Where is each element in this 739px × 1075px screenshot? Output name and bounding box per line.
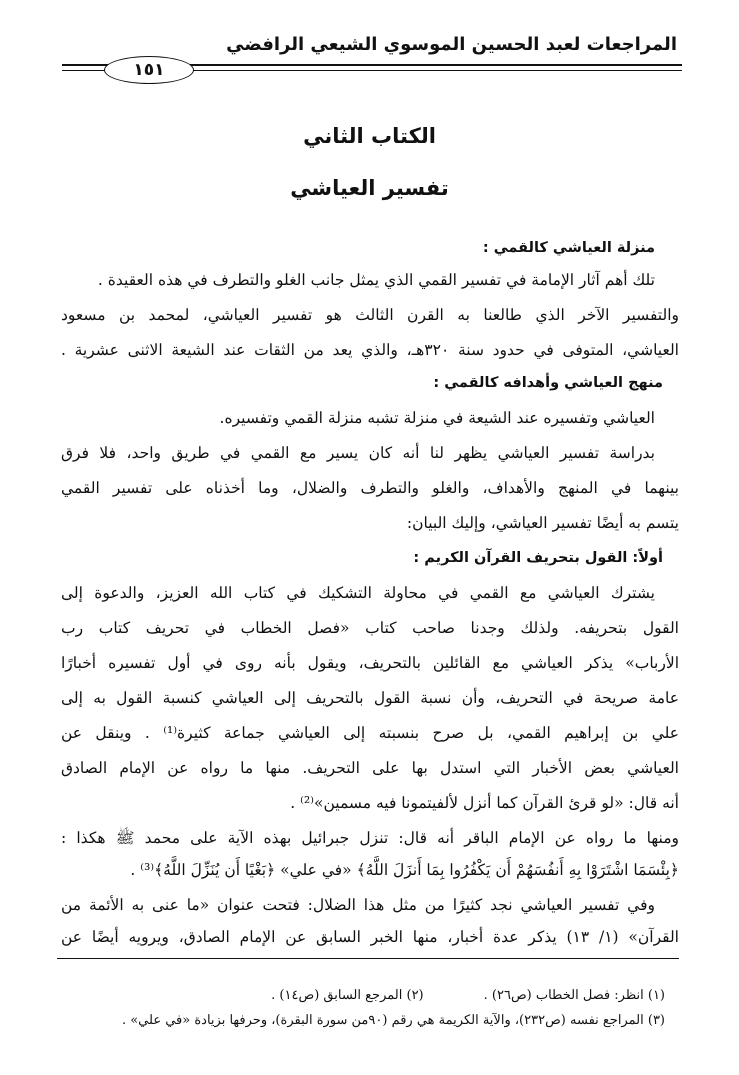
footnote-3: (٣) المراجع نفسه (ص٢٣٢)، والآية الكريمة هي رقم (٩٠من سورة البقرة)، وحرفها بزيادة «في علي» . (121, 1013, 665, 1028)
paragraph-line: علي بن إبراهيم القمي، بل صرح بنسبته إلى العياشي جماعة كثيرة⁽¹⁾ . وينقل عن (61, 724, 679, 742)
footnote-2: (٢) المرجع السابق (ص١٤) . (271, 988, 424, 1003)
paragraph-line: العياشي وتفسيره عند الشيعة في منزلة تشبه منزلة القمي وتفسيره. (219, 409, 655, 427)
paragraph-line: القرآن» (١/ ١٣) يذكر عدة أخبار، منها الخبر السابق عن الإمام الصادق، ويرويه أيضًا عن (61, 928, 679, 946)
paragraph-line: يشترك العياشي مع القمي في محاولة التشكيك في كتاب الله العزيز، والدعوة إلى (61, 584, 655, 602)
paragraph-line: القول بتحريفه. ولذلك وجدنا صاحب كتاب «فصل الخطاب في تحريف كتاب رب (61, 619, 679, 637)
paragraph-line: ومنها ما رواه عن الإمام الباقر أنه قال: تنزل جبرائيل بهذه الآية على محمد ﷺ هكذا : (61, 829, 679, 847)
paragraph-line: بينهما في المنهج والأهداف، والغلو والتطرف والضلال، وما أخذناه على تفسير القمي (61, 479, 679, 497)
paragraph-line: يتسم به أيضًا تفسير العياشي، وإليك البيان: (406, 514, 679, 532)
paragraph-line: العياشي، المتوفى في حدود سنة ٣٢٠هـ، والذي يعد من الثقات عند الشيعة الاثنى عشرية . (61, 341, 679, 359)
paragraph-line: تلك أهم آثار الإمامة في تفسير القمي الذي يمثل جانب الغلو والتطرف في هذه العقيدة . (97, 271, 655, 289)
quran-verse-line: ﴿بِئْسَمَا اشْتَرَوْا بِهِ أَنفُسَهُمْ أَن يَكْفُرُوا بِمَا أَنزَلَ اللَّهُ﴾ «في علي» ﴿بَغْيًا أَن يُنَزِّلَ اللَّهُ﴾⁽³⁾ . (130, 861, 679, 879)
section-title: تفسير العياشي (290, 176, 449, 200)
page-number-badge: ١٥١ (104, 56, 194, 84)
subheading-distortion: أولاً: القول بتحريف القرآن الكريم : (413, 550, 663, 566)
paragraph-line: عامة صريحة في التحريف، وأن نسبة القول بالتحريف إلى العياشي كنسبة القول به إلى (61, 689, 679, 707)
paragraph-line: وفي تفسير العياشي نجد كثيرًا من مثل هذا الضلال: فتحت عنوان «ما عنى به الأئمة من (61, 896, 655, 914)
paragraph-line: الأرباب» يذكر العياشي مع القائلين بالتحريف، ويقول بأنه روى في أول تفسيره أخبارًا (61, 654, 679, 672)
book-title: الكتاب الثاني (303, 124, 436, 148)
running-header-title: المراجعات لعبد الحسين الموسوي الشيعي الرافضي (226, 34, 677, 55)
footnote-rule (57, 958, 679, 959)
footnotes-row-1 (65, 984, 665, 1008)
footnote-1: (١) انظر: فصل الخطاب (ص٢٦) . (483, 988, 665, 1003)
subheading-method: منهج العياشي وأهدافه كالقمي : (433, 375, 663, 391)
paragraph-line: أنه قال: «لو قرئ القرآن كما أنزل لألفيتمونا فيه مسمين»⁽²⁾ . (290, 794, 679, 812)
paragraph-line: بدراسة تفسير العياشي يظهر لنا أنه كان يسير مع القمي في طريق واحد، فلا فرق (61, 444, 655, 462)
paragraph-line: العياشي بعض الأخبار التي استدل بها على التحريف. منها ما رواه عن الإمام الصادق (61, 759, 679, 777)
subheading-status: منزلة العياشي كالقمي : (482, 240, 655, 256)
paragraph-line: والتفسير الآخر الذي طالعنا به القرن الثالث هو تفسير العياشي، لمحمد بن مسعود (61, 306, 679, 324)
